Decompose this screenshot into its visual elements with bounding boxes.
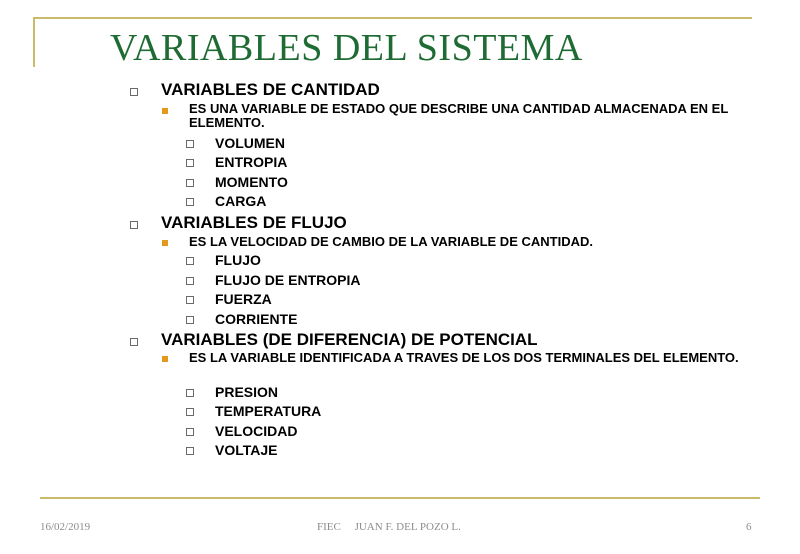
list-item: VOLUMEN (215, 135, 285, 151)
hollow-square-bullet-icon (186, 140, 194, 148)
list-item: FUERZA (215, 291, 272, 307)
section-description: ES LA VARIABLE IDENTIFICADA A TRAVES DE LOS DOS TERMINALES DEL ELEMENTO. (189, 350, 739, 365)
list-item: TEMPERATURA (215, 403, 322, 419)
section-heading: VARIABLES DE CANTIDAD (161, 80, 380, 99)
list-item: CARGA (215, 193, 267, 209)
hollow-square-bullet-icon (186, 159, 194, 167)
hollow-square-bullet-icon (186, 389, 194, 397)
hollow-square-bullet-icon (186, 408, 194, 416)
list-item: MOMENTO (215, 174, 288, 190)
hollow-square-bullet-icon (130, 221, 138, 229)
hollow-square-bullet-icon (130, 88, 138, 96)
hollow-square-bullet-icon (186, 277, 194, 285)
orange-square-bullet-icon (162, 356, 168, 362)
hollow-square-bullet-icon (186, 296, 194, 304)
footer-author: FIEC JUAN F. DEL POZO L. (317, 521, 461, 533)
list-item: FLUJO DE ENTROPIA (215, 272, 361, 288)
hollow-square-bullet-icon (186, 316, 194, 324)
slide-title: VARIABLES DEL SISTEMA (110, 27, 583, 69)
hollow-square-bullet-icon (186, 447, 194, 455)
section-heading: VARIABLES DE FLUJO (161, 213, 347, 232)
hollow-square-bullet-icon (130, 338, 138, 346)
hollow-square-bullet-icon (186, 179, 194, 187)
list-item: CORRIENTE (215, 311, 298, 327)
top-rule (33, 17, 752, 19)
hollow-square-bullet-icon (186, 198, 194, 206)
section-heading: VARIABLES (DE DIFERENCIA) DE POTENCIAL (161, 330, 538, 349)
footer-date: 16/02/2019 (40, 521, 91, 533)
list-item: VOLTAJE (215, 442, 278, 458)
footer-page-number: 6 (746, 521, 752, 533)
left-rule (33, 17, 35, 67)
section-description: ES LA VELOCIDAD DE CAMBIO DE LA VARIABLE DE CANTIDAD. (189, 234, 593, 249)
list-item: PRESION (215, 384, 279, 400)
section-description: ES UNA VARIABLE DE ESTADO QUE DESCRIBE UNA CANTIDAD ALMACENADA EN EL ELEMENTO. (189, 101, 729, 130)
orange-square-bullet-icon (162, 108, 168, 114)
list-item: FLUJO (215, 252, 261, 268)
bottom-rule (40, 497, 760, 499)
list-item: ENTROPIA (215, 154, 288, 170)
hollow-square-bullet-icon (186, 428, 194, 436)
orange-square-bullet-icon (162, 240, 168, 246)
hollow-square-bullet-icon (186, 257, 194, 265)
list-item: VELOCIDAD (215, 423, 298, 439)
